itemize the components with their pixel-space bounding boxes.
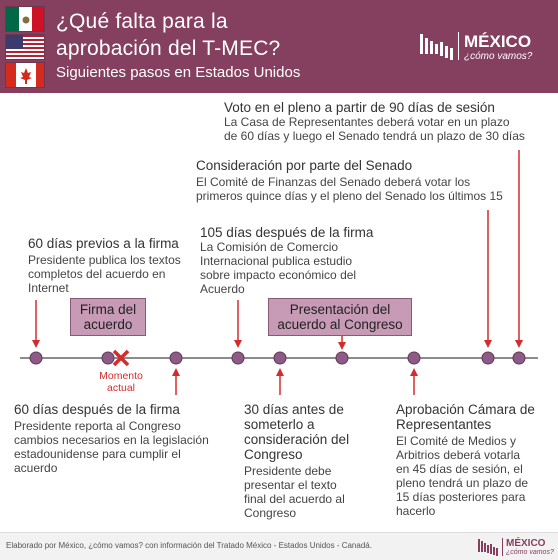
step-desc-line: pleno tendrá un plazo de	[396, 476, 529, 490]
footer-logo-name: MÉXICO	[506, 538, 546, 549]
step-desc-line: Internacional publica estudio	[200, 254, 353, 268]
marker-line: actual	[106, 382, 136, 394]
timeline-dot	[274, 352, 286, 364]
step-desc-line: 15 días posteriores para	[396, 490, 526, 504]
step-desc-line: El Comité de Medios y	[396, 434, 517, 448]
step-desc-line: sobre impacto económico del	[200, 268, 357, 282]
marker-line: Momento	[99, 370, 143, 382]
box-line: Firma del	[79, 302, 137, 317]
step-desc-line: Presidente publica los textos	[28, 253, 181, 267]
step-desc-line: Presidente reporta al Congreso	[14, 419, 181, 433]
step-desc-line: Internet	[28, 281, 69, 295]
step-title-line: 30 días antes de	[244, 402, 344, 417]
footer-logo-separator	[502, 538, 503, 556]
title-line-1: ¿Qué falta para la	[56, 10, 228, 33]
step-desc-line: acuerdo	[14, 461, 58, 475]
step-desc-line: Presidente debe	[244, 464, 332, 478]
box-line: acuerdo	[83, 317, 133, 332]
timeline-dot	[482, 352, 494, 364]
footer-logo-tagline: ¿cómo vamos?	[506, 549, 554, 556]
step-desc-line: La Casa de Representantes deberá votar en un plazo	[224, 115, 510, 129]
footer-source-note: Elaborado por México, ¿cómo vamos? con información del Tratado México - Estados Unidos - Canadá.	[6, 541, 372, 550]
step-desc-line: presentar el texto	[244, 478, 337, 492]
step-title: Voto en el pleno a partir de 90 días de sesión	[224, 100, 495, 115]
step-desc-line: final del acuerdo al	[244, 492, 345, 506]
timeline-dot	[232, 352, 244, 364]
step-desc-line: cambios necesarios en la legislación	[14, 433, 209, 447]
box-line: Presentación del	[289, 302, 391, 317]
logo-tagline: ¿cómo vamos?	[464, 51, 533, 62]
current-moment-label	[94, 370, 148, 394]
step-30-dias-antes	[244, 402, 384, 520]
step-desc-line: Congreso	[244, 506, 297, 520]
footer-logo-bars-icon	[478, 536, 500, 556]
timeline-dot	[513, 352, 525, 364]
step-title-line: Aprobación Cámara de	[396, 402, 535, 417]
step-desc-line: hacerlo	[396, 504, 436, 518]
step-title: Consideración por parte del Senado	[196, 158, 413, 173]
footer	[0, 532, 558, 560]
step-desc-line: primeros quince días y el pleno del Senado los últimos 15	[196, 189, 503, 203]
step-title-line: Congreso	[244, 447, 303, 462]
title-line-2: aprobación del T-MEC?	[56, 37, 281, 60]
timeline-dot	[102, 352, 114, 364]
step-title-line: consideración del	[244, 432, 350, 447]
step-aprobacion-camara	[396, 402, 554, 518]
step-desc-line: completos del acuerdo en	[28, 267, 166, 281]
step-desc-line: de 60 días y luego el Senado tendrá un plazo de 30 días	[224, 129, 525, 143]
step-desc-line: estadounidense para cumplir el	[14, 447, 181, 461]
step-desc-line: Arbitrios deberá votarla	[396, 448, 521, 462]
timeline-dot	[408, 352, 420, 364]
step-desc-line: El Comité de Finanzas del Senado deberá votar los	[196, 175, 471, 189]
timeline-dot	[30, 352, 42, 364]
step-title: 60 días previos a la firma	[28, 236, 179, 251]
footer-logo	[478, 536, 556, 560]
step-desc-line: La Comisión de Comercio	[200, 240, 339, 254]
step-title: 105 días después de la firma	[200, 225, 374, 240]
logo-name: MÉXICO	[464, 32, 532, 51]
subtitle: Siguientes pasos en Estados Unidos	[56, 64, 301, 81]
step-desc-line: Acuerdo	[200, 282, 245, 296]
timeline-dot	[170, 352, 182, 364]
step-title-line: Representantes	[396, 417, 492, 432]
timeline-dot	[336, 352, 348, 364]
step-desc-line: en 45 días de sesión, el	[396, 462, 523, 476]
step-title-line: someterlo a	[244, 417, 315, 432]
step-60-dias-despues	[14, 402, 234, 475]
box-line: acuerdo al Congreso	[277, 317, 403, 332]
step-title: 60 días después de la firma	[14, 402, 180, 417]
